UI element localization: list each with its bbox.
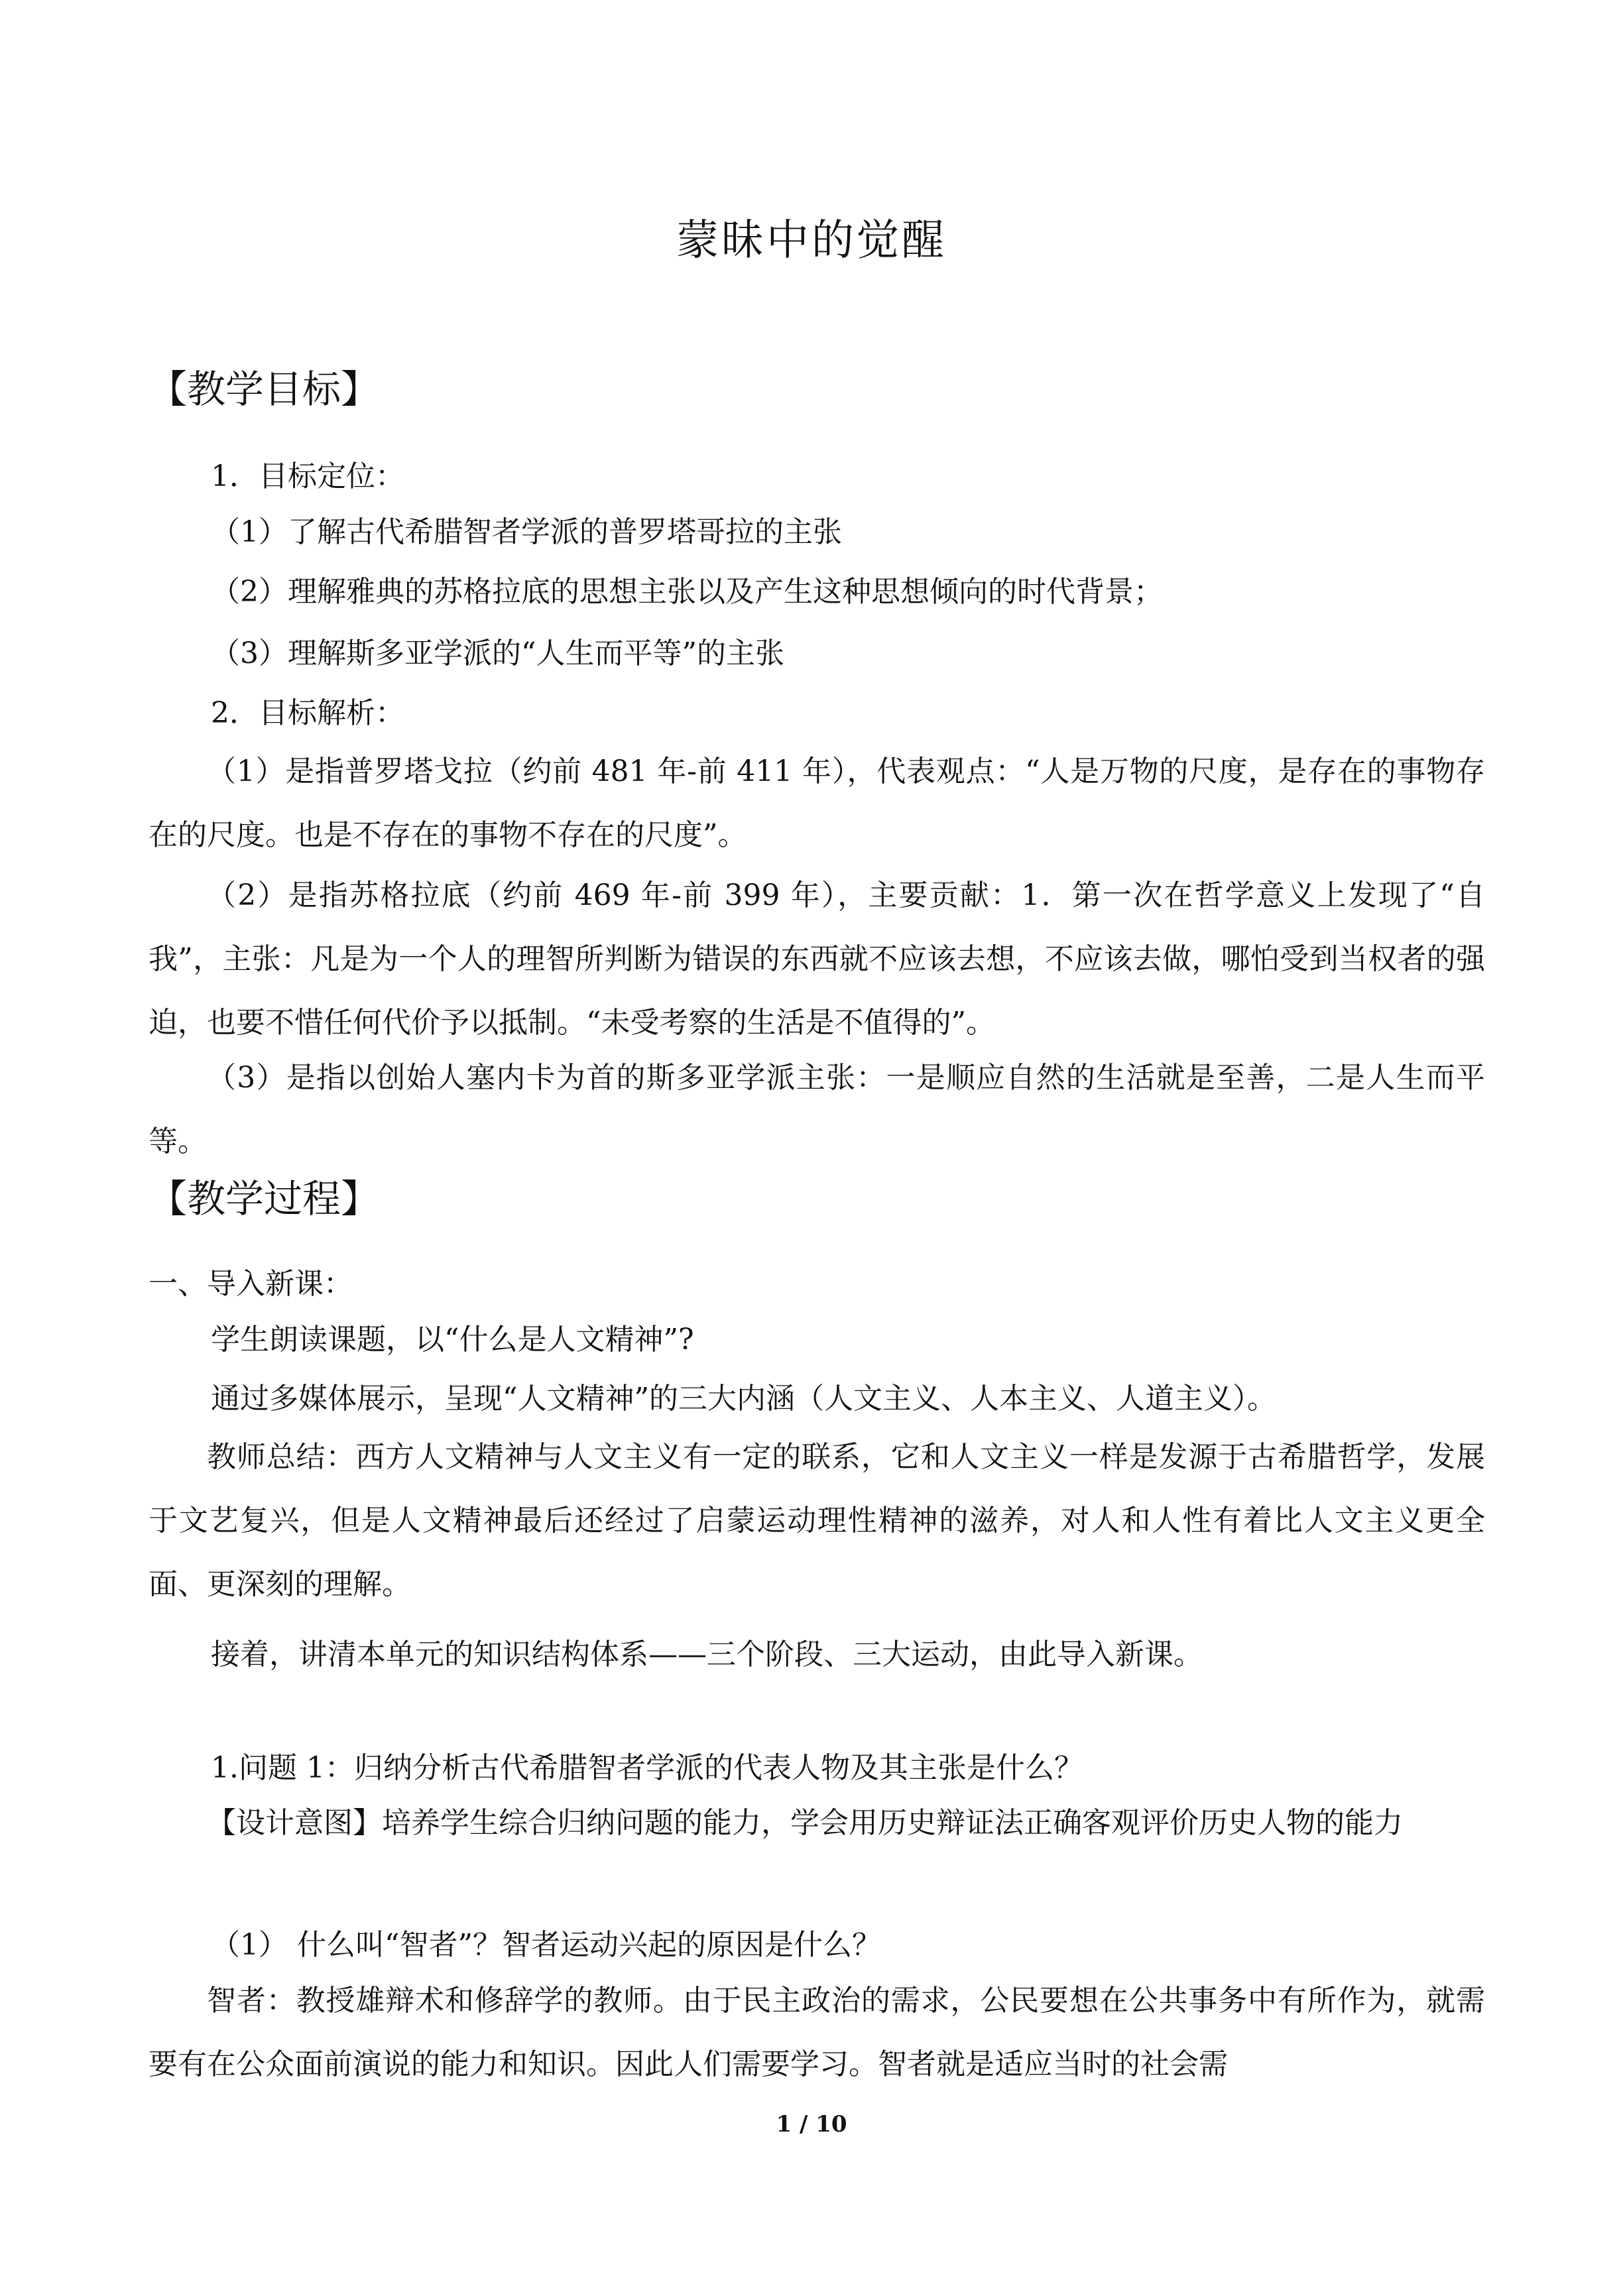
goal-analysis-label: 2．目标解析：: [211, 696, 404, 730]
page-title: 蒙昧中的觉醒: [676, 216, 947, 265]
sub-question: （1） 什么叫“智者”？智者运动兴起的原因是什么？: [211, 1928, 881, 1962]
analysis-paragraph: （3）是指以创始人塞内卡为首的斯多亚学派主张：一是顺应自然的生活就是至善，二是人生而平等。: [149, 1061, 1485, 1158]
question-1: 1.问题 1：归纳分析古代希腊智者学派的代表人物及其主张是什么？: [211, 1751, 1083, 1785]
goal-item: （3）理解斯多亚学派的“人生而平等”的主张: [211, 636, 784, 670]
answer-paragraph: 智者：教授雄辩术和修辞学的教师。由于民主政治的需求，公民要想在公共事务中有所作为，就需要有在公众面前演说的能力和知识。因此人们需要学习。智者就是适应当时的社会需: [149, 1984, 1485, 2081]
goal-item: （2）理解雅典的苏格拉底的思想主张以及产生这种思想倾向的时代背景；: [211, 575, 1163, 609]
goal-item: （1）了解古代希腊智者学派的普罗塔哥拉的主张: [211, 515, 842, 549]
intro-label: 一、导入新课：: [149, 1267, 353, 1301]
analysis-paragraph: （1）是指普罗塔戈拉（约前 481 年-前 411 年），代表观点：“人是万物的尺度，是存在的事物存在的尺度。也是不存在的事物不存在的尺度”。: [149, 755, 1485, 852]
intro-paragraph: 学生朗读课题，以“什么是人文精神”?: [211, 1323, 694, 1357]
intro-paragraph: 教师总结：西方人文精神与人文主义有一定的联系，它和人文主义一样是发源于古希腊哲学，发展于文艺复兴，但是人文精神最后还经过了启蒙运动理性精神的滋养，对人和人性有着比人文主义更全面、更深刻的理解。: [149, 1440, 1485, 1601]
intro-paragraph: 接着，讲清本单元的知识结构体系——三个阶段、三大运动，由此导入新课。: [211, 1638, 1203, 1671]
intro-paragraph: 通过多媒体展示，呈现“人文精神”的三大内涵（人文主义、人本主义、人道主义）。: [211, 1382, 1276, 1416]
section-heading-teaching-goals: 【教学目标】: [149, 367, 380, 412]
page-number: 1 / 10: [776, 2111, 847, 2138]
section-heading-teaching-process: 【教学过程】: [149, 1176, 380, 1221]
goal-positioning-label: 1．目标定位：: [211, 459, 404, 493]
analysis-paragraph: （2）是指苏格拉底（约前 469 年-前 399 年），主要贡献：1．第一次在哲学意义上发现了“自我”，主张：凡是为一个人的理智所判断为错误的东西就不应该去想，不应该去做，哪怕受到当权者的强迫，也要不惜任何代价予以抵制。“未受考察的生活是不值得的”。: [149, 878, 1485, 1040]
design-intent: 【设计意图】培养学生综合归纳问题的能力，学会用历史辩证法正确客观评价历史人物的能力: [207, 1806, 1403, 1840]
